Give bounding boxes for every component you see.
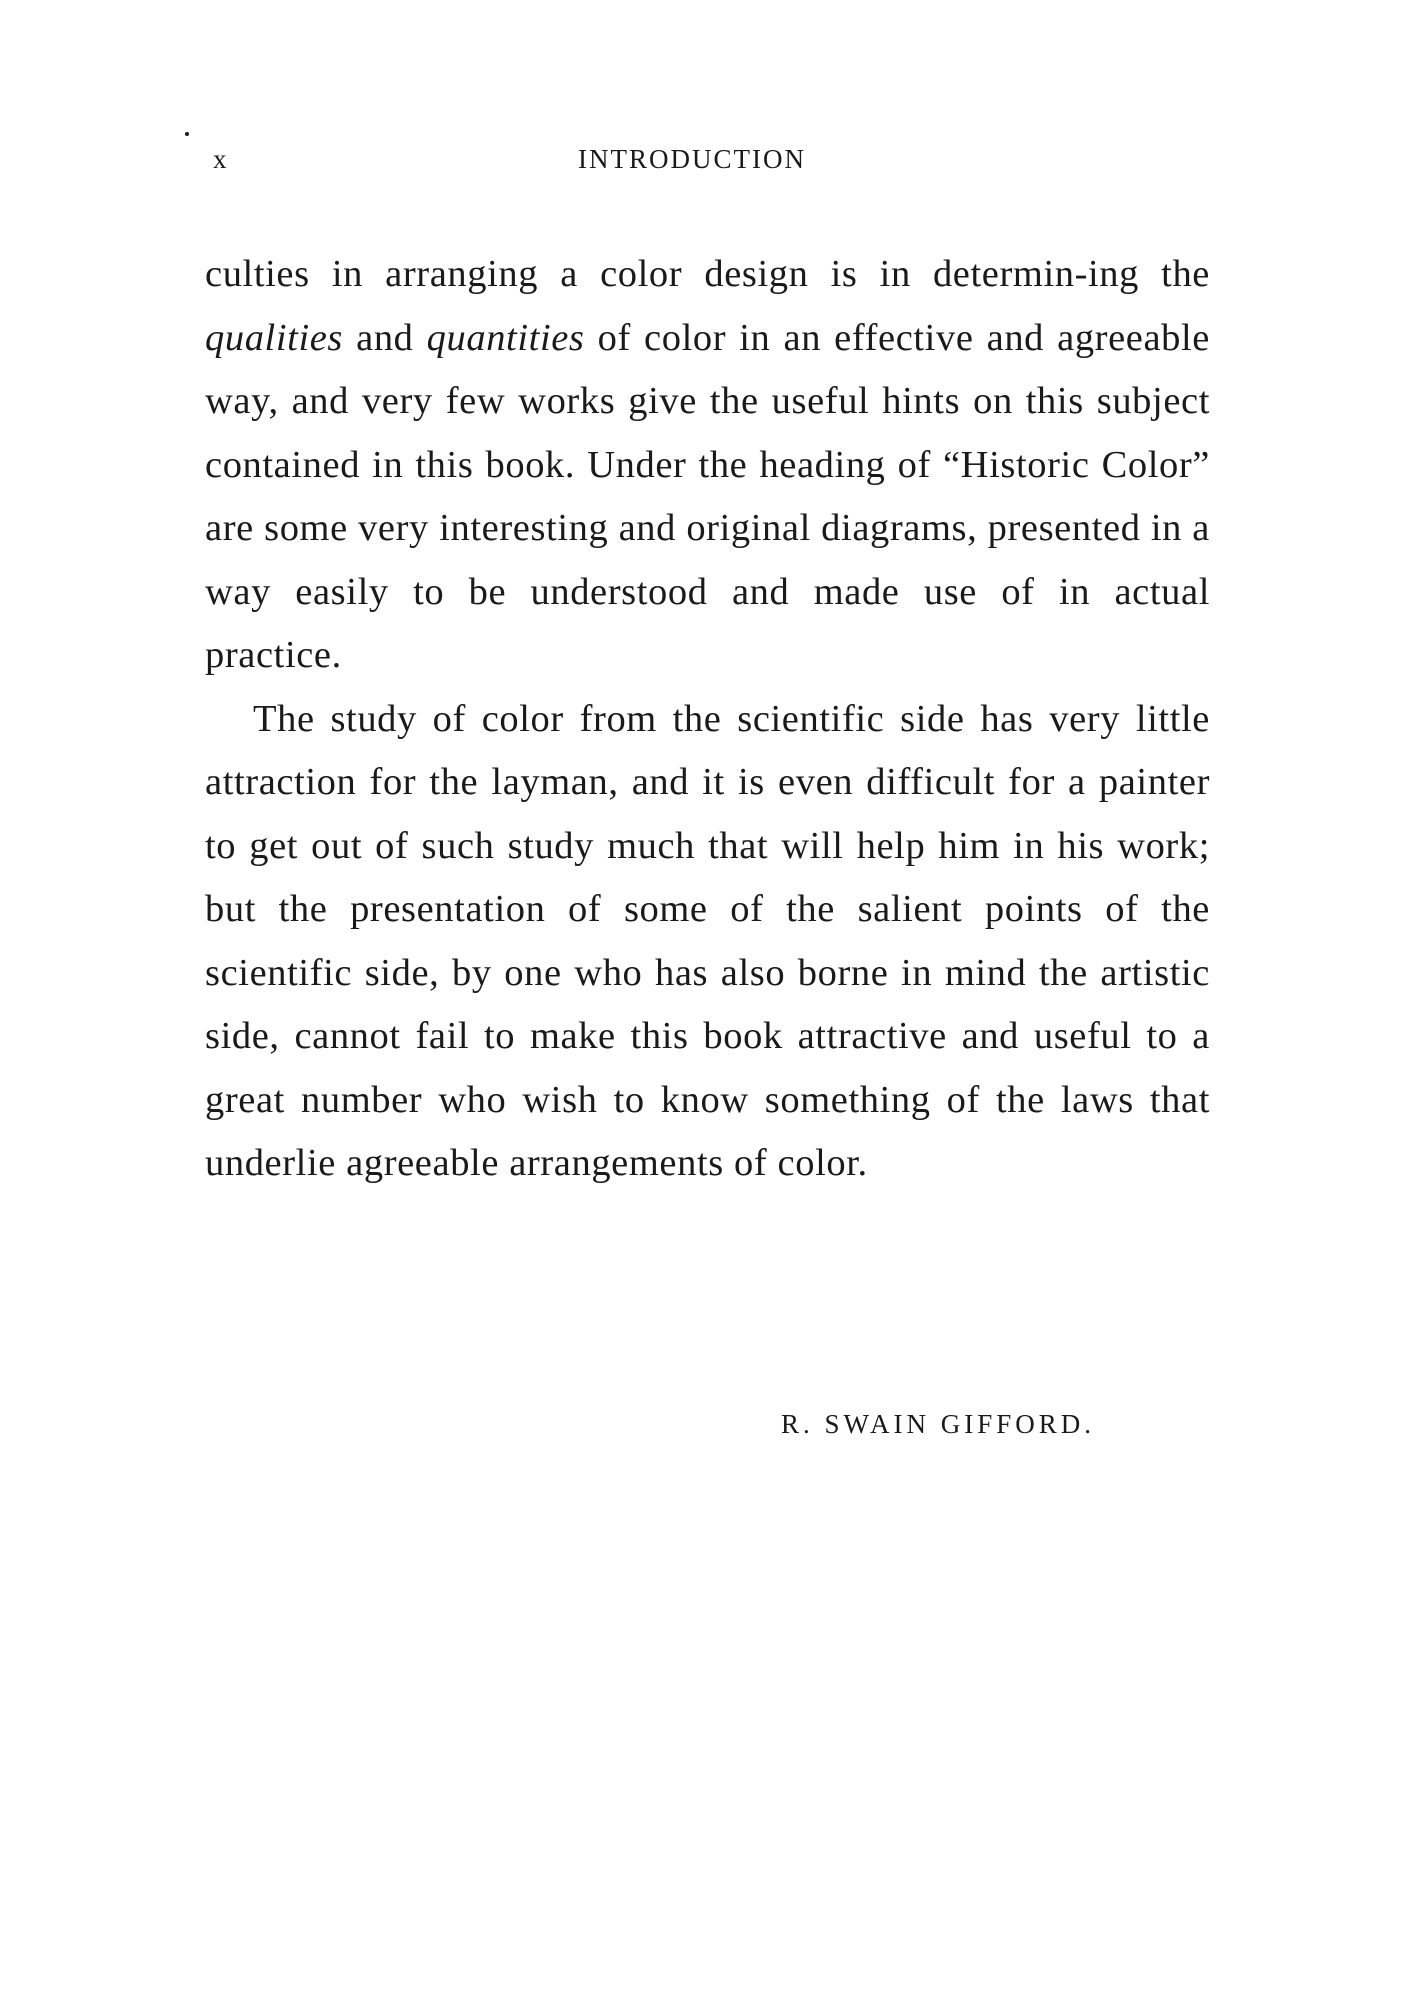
body-text — [205, 243, 1210, 1196]
italic-term: qualities — [205, 316, 344, 359]
page-number: x — [213, 144, 229, 174]
text-run: and — [343, 316, 427, 359]
paragraph — [205, 243, 1210, 688]
running-head — [205, 144, 1205, 184]
italic-term: quantities — [426, 316, 585, 359]
paragraph: The study of color from the scientific side has very little attraction for the layman, and it is even difficult for a painter to get out of such study much that will help him in his work; but the presentation of some of the salient points of the scientific side, by one who has also borne in mind the artistic side, cannot fail to make this book attractive and useful to a great number who wish to know something of the laws that underlie agreeable arrangements of color. — [205, 697, 1210, 1184]
ink-speck — [185, 132, 189, 136]
text-run: of color in an effective and agreeable way, and very few works give the useful hints on this subject contained in this book. Under the heading of “Historic Color” are some very interesting and original diagrams, presented in a way easily to be understood and made use of in actual practice. — [205, 316, 1210, 676]
text-run: culties in arranging a color design is in determin-ing the — [205, 253, 1210, 295]
author-signature: R. SWAIN GIFFORD. — [781, 1409, 1096, 1439]
running-head-title: INTRODUCTION — [578, 144, 806, 174]
